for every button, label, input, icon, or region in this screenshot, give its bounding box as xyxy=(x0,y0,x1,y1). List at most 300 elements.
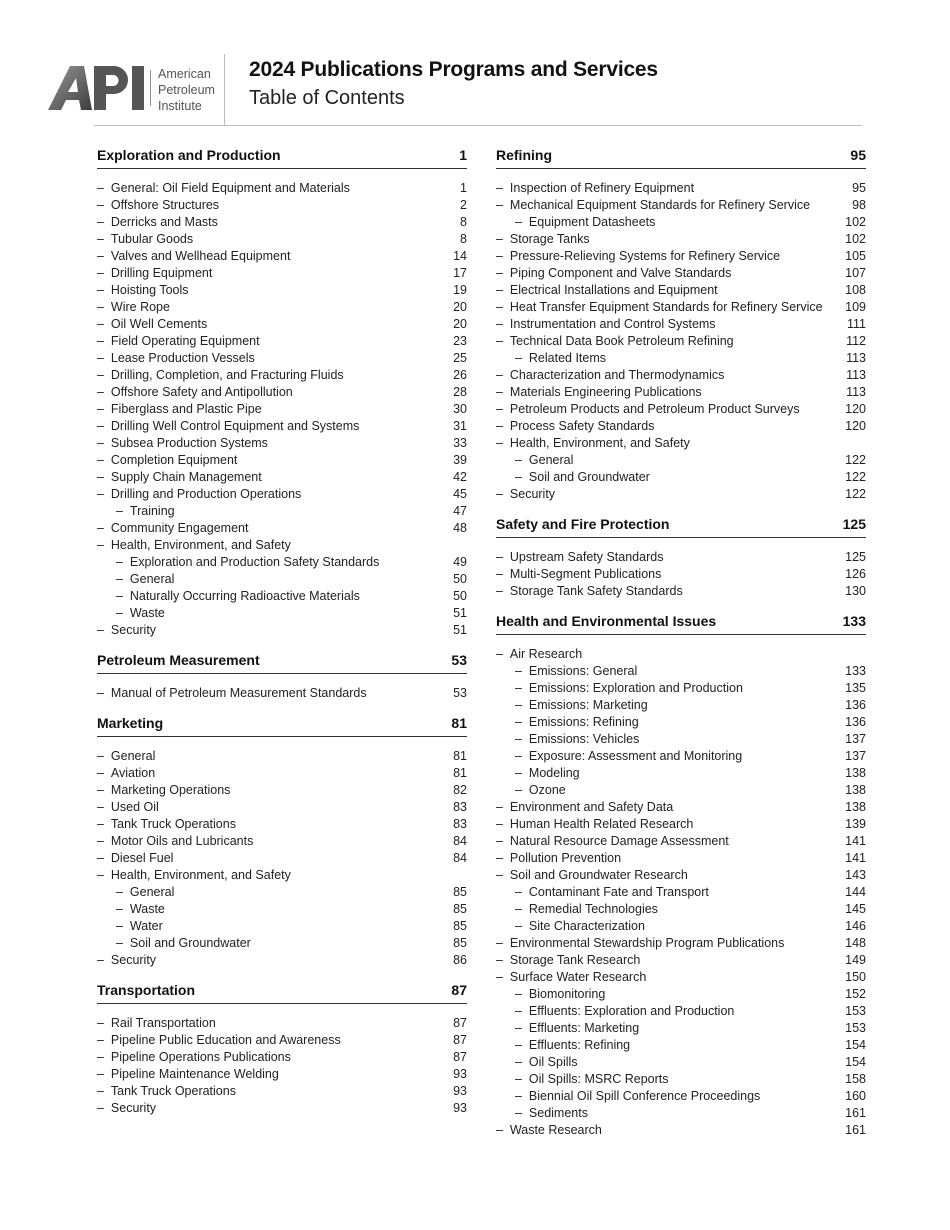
entry-page-number: 122 xyxy=(845,487,866,501)
entry-label: – Wire Rope xyxy=(97,299,170,316)
entry-label: – Community Engagement xyxy=(97,520,248,537)
toc-entry[interactable] xyxy=(97,901,467,918)
entry-label: – Tank Truck Operations xyxy=(97,816,236,833)
toc-entry[interactable] xyxy=(97,214,467,231)
entry-label: – Emissions: Vehicles xyxy=(515,731,639,748)
entry-label: – Tubular Goods xyxy=(97,231,193,248)
entry-page-number: 112 xyxy=(846,334,866,348)
toc-entry[interactable] xyxy=(496,901,866,918)
entry-label: – Completion Equipment xyxy=(97,452,237,469)
toc-entry[interactable] xyxy=(496,231,866,248)
entry-page-number: 153 xyxy=(845,1004,866,1018)
entry-label: – Aviation xyxy=(97,765,155,782)
entry-label: – Hoisting Tools xyxy=(97,282,189,299)
entry-page-number: 152 xyxy=(845,987,866,1001)
entry-page-number: 120 xyxy=(845,402,866,416)
entry-label: – Technical Data Book Petroleum Refining xyxy=(496,333,734,350)
entry-page-number: 122 xyxy=(845,453,866,467)
toc-entry[interactable] xyxy=(496,333,866,350)
toc-entry[interactable] xyxy=(97,554,467,571)
entry-label: – Air Research xyxy=(496,646,582,663)
entry-page-number: 107 xyxy=(845,266,866,280)
entry-label: – Inspection of Refinery Equipment xyxy=(496,180,694,197)
section-page-number: 95 xyxy=(850,147,866,163)
entry-label: – Effluents: Refining xyxy=(515,1037,630,1054)
org-line: Petroleum xyxy=(158,83,215,97)
entry-page-number: 148 xyxy=(845,936,866,950)
toc-entry[interactable] xyxy=(97,952,467,969)
entry-page-number: 85 xyxy=(453,902,467,916)
toc-entry[interactable] xyxy=(496,969,866,986)
toc-entry[interactable] xyxy=(496,816,866,833)
toc-entry[interactable] xyxy=(496,714,866,731)
toc-section-transportation xyxy=(97,981,467,1117)
entry-page-number: 8 xyxy=(460,215,467,229)
entry-page-number: 138 xyxy=(845,800,866,814)
entry-label: – Derricks and Masts xyxy=(97,214,218,231)
toc-entry[interactable] xyxy=(496,299,866,316)
section-heading[interactable] xyxy=(97,714,467,737)
toc-column-right xyxy=(496,146,866,1151)
entry-page-number: 98 xyxy=(852,198,866,212)
toc-entry[interactable] xyxy=(496,214,866,231)
entry-label: – General xyxy=(116,571,174,588)
entry-label: – Drilling Well Control Equipment and Systems xyxy=(97,418,359,435)
toc-entry[interactable] xyxy=(496,731,866,748)
section-title: Petroleum Measurement xyxy=(97,652,260,668)
entry-page-number: 111 xyxy=(846,317,866,331)
entry-label: – Soil and Groundwater xyxy=(515,469,650,486)
entry-label: – Health, Environment, and Safety xyxy=(97,537,291,554)
entry-page-number: 83 xyxy=(453,800,467,814)
toc-entry[interactable] xyxy=(496,680,866,697)
entry-label: – Piping Component and Valve Standards xyxy=(496,265,731,282)
entry-label: – Modeling xyxy=(515,765,580,782)
section-page-number: 87 xyxy=(451,982,467,998)
entry-label: – Subsea Production Systems xyxy=(97,435,268,452)
toc-section-marketing xyxy=(97,714,467,969)
section-title: Health and Environmental Issues xyxy=(496,613,717,629)
entry-page-number: 109 xyxy=(845,300,866,314)
section-title: Exploration and Production xyxy=(97,147,281,163)
toc-entry[interactable] xyxy=(496,748,866,765)
section-title: Safety and Fire Protection xyxy=(496,516,670,532)
entry-label: – Pressure-Relieving Systems for Refinery Service xyxy=(496,248,780,265)
toc-entry[interactable] xyxy=(496,1088,866,1105)
page-subtitle: Table of Contents xyxy=(249,87,405,109)
section-heading[interactable] xyxy=(97,146,467,169)
org-name xyxy=(158,66,215,114)
entry-page-number: 93 xyxy=(453,1084,467,1098)
entry-page-number: 135 xyxy=(845,681,866,695)
toc-section-exploration-and-production xyxy=(97,146,467,639)
entry-label: – Storage Tank Research xyxy=(496,952,640,969)
entry-page-number: 120 xyxy=(845,419,866,433)
entry-page-number: 51 xyxy=(453,623,467,637)
section-page-number: 1 xyxy=(459,147,467,163)
entry-label: – General xyxy=(116,884,174,901)
toc-entry[interactable] xyxy=(496,469,866,486)
entry-label: – Process Safety Standards xyxy=(496,418,654,435)
entry-page-number: 133 xyxy=(845,664,866,678)
entry-label: – Pipeline Maintenance Welding xyxy=(97,1066,279,1083)
toc-entry[interactable] xyxy=(97,1032,467,1049)
toc-entry[interactable] xyxy=(496,663,866,680)
toc-entry[interactable] xyxy=(97,588,467,605)
entry-page-number: 84 xyxy=(453,834,467,848)
toc-entry[interactable] xyxy=(97,520,467,537)
toc-entry[interactable] xyxy=(496,884,866,901)
page-title: 2024 Publications Programs and Services xyxy=(249,58,658,81)
org-line: Institute xyxy=(158,99,202,113)
toc-entry[interactable] xyxy=(97,316,467,333)
toc-entry[interactable] xyxy=(496,918,866,935)
entry-label: – Natural Resource Damage Assessment xyxy=(496,833,729,850)
section-title: Transportation xyxy=(97,982,196,998)
entry-page-number: 130 xyxy=(845,584,866,598)
toc-entry[interactable] xyxy=(496,1020,866,1037)
toc-entry[interactable] xyxy=(496,282,866,299)
entry-page-number: 154 xyxy=(845,1038,866,1052)
entry-label: – Lease Production Vessels xyxy=(97,350,255,367)
toc-entry[interactable] xyxy=(496,401,866,418)
toc-entry[interactable] xyxy=(496,486,866,503)
section-heading[interactable] xyxy=(97,981,467,1004)
entry-page-number: 144 xyxy=(845,885,866,899)
toc-entry[interactable] xyxy=(496,265,866,282)
entry-label: – Environment and Safety Data xyxy=(496,799,673,816)
entry-page-number: 45 xyxy=(453,487,467,501)
entry-label: – Heat Transfer Equipment Standards for Refinery Service xyxy=(496,299,823,316)
entry-page-number: 49 xyxy=(453,555,467,569)
entry-label: – General xyxy=(515,452,573,469)
toc-entry[interactable] xyxy=(496,833,866,850)
toc-entry[interactable] xyxy=(97,265,467,282)
entry-label: – Multi-Segment Publications xyxy=(496,566,661,583)
entry-page-number: 105 xyxy=(845,249,866,263)
entry-page-number: 113 xyxy=(846,351,866,365)
entry-label: – Environmental Stewardship Program Publications xyxy=(496,935,784,952)
entry-page-number: 14 xyxy=(453,249,467,263)
toc-entry[interactable] xyxy=(97,605,467,622)
toc-entry[interactable] xyxy=(496,435,866,452)
header-divider xyxy=(224,54,225,126)
entry-label: – Characterization and Thermodynamics xyxy=(496,367,724,384)
entry-label: – Offshore Structures xyxy=(97,197,219,214)
entry-label: – Storage Tank Safety Standards xyxy=(496,583,683,600)
entry-label: – Training xyxy=(116,503,175,520)
entry-page-number: 141 xyxy=(845,851,866,865)
entry-label: – Water xyxy=(116,918,163,935)
entry-label: – Naturally Occurring Radioactive Materials xyxy=(116,588,360,605)
toc-entry[interactable] xyxy=(496,583,866,600)
entry-page-number: 87 xyxy=(453,1016,467,1030)
entry-page-number: 125 xyxy=(845,550,866,564)
entry-page-number: 1 xyxy=(460,181,467,195)
toc-entry[interactable] xyxy=(496,350,866,367)
entry-page-number: 139 xyxy=(845,817,866,831)
entry-label: – Pollution Prevention xyxy=(496,850,621,867)
entry-page-number: 20 xyxy=(453,300,467,314)
toc-section-petroleum-measurement xyxy=(97,651,467,702)
entry-label: – Oil Well Cements xyxy=(97,316,207,333)
entry-label: – Ozone xyxy=(515,782,566,799)
entry-page-number: 136 xyxy=(845,715,866,729)
entry-label: – Biennial Oil Spill Conference Proceedings xyxy=(515,1088,760,1105)
org-line: American xyxy=(158,67,211,81)
toc-entry[interactable] xyxy=(496,1003,866,1020)
entry-label: – Oil Spills: MSRC Reports xyxy=(515,1071,669,1088)
entry-page-number: 26 xyxy=(453,368,467,382)
toc-entry[interactable] xyxy=(97,486,467,503)
entry-label: – Effluents: Exploration and Production xyxy=(515,1003,734,1020)
toc-entry[interactable] xyxy=(97,384,467,401)
entry-page-number: 48 xyxy=(453,521,467,535)
toc-entry[interactable] xyxy=(97,765,467,782)
toc-entry[interactable] xyxy=(97,503,467,520)
entry-label: – Emissions: Refining xyxy=(515,714,639,731)
entry-label: – Fiberglass and Plastic Pipe xyxy=(97,401,262,418)
toc-entry[interactable] xyxy=(496,765,866,782)
entry-page-number: 23 xyxy=(453,334,467,348)
toc-entry[interactable] xyxy=(496,935,866,952)
toc-entry[interactable] xyxy=(496,316,866,333)
toc-entry[interactable] xyxy=(97,452,467,469)
entry-page-number: 153 xyxy=(845,1021,866,1035)
toc-entry[interactable] xyxy=(97,197,467,214)
entry-label: – Electrical Installations and Equipment xyxy=(496,282,718,299)
entry-label: – Waste xyxy=(116,605,165,622)
entry-label: – Rail Transportation xyxy=(97,1015,216,1032)
toc-entry[interactable] xyxy=(496,180,866,197)
toc-section-safety-and-fire-protection xyxy=(496,515,866,600)
entry-label: – Soil and Groundwater Research xyxy=(496,867,688,884)
toc-entry[interactable] xyxy=(97,884,467,901)
entry-label: – Exposure: Assessment and Monitoring xyxy=(515,748,742,765)
toc-entry[interactable] xyxy=(496,952,866,969)
toc-entry[interactable] xyxy=(97,1015,467,1032)
entry-label: – Valves and Wellhead Equipment xyxy=(97,248,290,265)
entry-page-number: 83 xyxy=(453,817,467,831)
toc-entry[interactable] xyxy=(496,1105,866,1122)
entry-page-number: 51 xyxy=(453,606,467,620)
section-page-number: 53 xyxy=(451,652,467,668)
toc-entry[interactable] xyxy=(97,748,467,765)
entry-label: – Diesel Fuel xyxy=(97,850,173,867)
toc-entry[interactable] xyxy=(97,622,467,639)
header-rule xyxy=(94,125,862,126)
entry-label: – Sediments xyxy=(515,1105,588,1122)
entry-page-number: 158 xyxy=(845,1072,866,1086)
toc-entry[interactable] xyxy=(97,350,467,367)
entry-label: – Petroleum Products and Petroleum Product Surveys xyxy=(496,401,800,418)
entry-page-number: 19 xyxy=(453,283,467,297)
entry-page-number: 31 xyxy=(453,419,467,433)
entry-page-number: 145 xyxy=(845,902,866,916)
toc-entry[interactable] xyxy=(97,180,467,197)
entry-page-number: 81 xyxy=(453,766,467,780)
toc-entry[interactable] xyxy=(97,935,467,952)
entry-page-number: 85 xyxy=(453,919,467,933)
entry-label: – Offshore Safety and Antipollution xyxy=(97,384,293,401)
entry-page-number: 138 xyxy=(845,783,866,797)
section-heading[interactable] xyxy=(496,612,866,635)
toc-entry[interactable] xyxy=(97,782,467,799)
entry-page-number: 2 xyxy=(460,198,467,212)
entry-label: – Tank Truck Operations xyxy=(97,1083,236,1100)
entry-label: – Biomonitoring xyxy=(515,986,605,1003)
toc-entry[interactable] xyxy=(97,867,467,884)
section-page-number: 133 xyxy=(842,613,866,629)
toc-entry[interactable] xyxy=(496,1071,866,1088)
toc-entry[interactable] xyxy=(97,918,467,935)
entry-page-number: 39 xyxy=(453,453,467,467)
entry-label: – Related Items xyxy=(515,350,606,367)
entry-label: – Security xyxy=(97,1100,156,1117)
entry-label: – Materials Engineering Publications xyxy=(496,384,702,401)
toc-entry[interactable] xyxy=(97,435,467,452)
entry-page-number: 28 xyxy=(453,385,467,399)
entry-label: – Drilling, Completion, and Fracturing Fluids xyxy=(97,367,344,384)
entry-page-number: 20 xyxy=(453,317,467,331)
entry-label: – Marketing Operations xyxy=(97,782,230,799)
entry-page-number: 141 xyxy=(845,834,866,848)
toc-entry[interactable] xyxy=(496,782,866,799)
entry-page-number: 146 xyxy=(845,919,866,933)
toc-entry[interactable] xyxy=(97,799,467,816)
toc-entry[interactable] xyxy=(97,469,467,486)
entry-page-number: 93 xyxy=(453,1101,467,1115)
entry-page-number: 53 xyxy=(453,686,467,700)
section-page-number: 81 xyxy=(451,715,467,731)
entry-label: – Supply Chain Management xyxy=(97,469,262,486)
toc-entry[interactable] xyxy=(496,452,866,469)
entry-label: – Storage Tanks xyxy=(496,231,590,248)
toc-entry[interactable] xyxy=(496,799,866,816)
entry-label: – Pipeline Operations Publications xyxy=(97,1049,291,1066)
toc-entry[interactable] xyxy=(97,282,467,299)
entry-label: – Security xyxy=(97,622,156,639)
entry-page-number: 87 xyxy=(453,1050,467,1064)
entry-label: – Field Operating Equipment xyxy=(97,333,260,350)
toc-entry[interactable] xyxy=(496,1122,866,1139)
entry-page-number: 122 xyxy=(845,470,866,484)
toc-entry[interactable] xyxy=(496,566,866,583)
toc-entry[interactable] xyxy=(97,248,467,265)
toc-entry[interactable] xyxy=(97,850,467,867)
entry-page-number: 86 xyxy=(453,953,467,967)
section-heading[interactable] xyxy=(496,146,866,169)
entry-label: – General xyxy=(97,748,155,765)
section-page-number: 125 xyxy=(842,516,866,532)
toc-entry[interactable] xyxy=(97,1100,467,1117)
toc-entry[interactable] xyxy=(97,833,467,850)
entry-label: – Used Oil xyxy=(97,799,159,816)
entry-page-number: 85 xyxy=(453,885,467,899)
toc-entry[interactable] xyxy=(97,418,467,435)
entry-page-number: 150 xyxy=(845,970,866,984)
toc-entry[interactable] xyxy=(496,384,866,401)
toc-entry[interactable] xyxy=(97,333,467,350)
entry-page-number: 30 xyxy=(453,402,467,416)
section-heading[interactable] xyxy=(496,515,866,538)
entry-label: – Health, Environment, and Safety xyxy=(496,435,690,452)
toc-entry[interactable] xyxy=(496,1054,866,1071)
entry-page-number: 113 xyxy=(846,368,866,382)
entry-label: – Waste xyxy=(116,901,165,918)
toc-entry[interactable] xyxy=(496,850,866,867)
entry-label: – Effluents: Marketing xyxy=(515,1020,639,1037)
page-header xyxy=(0,0,950,130)
toc-entry[interactable] xyxy=(97,401,467,418)
entry-label: – Drilling Equipment xyxy=(97,265,212,282)
toc-entry[interactable] xyxy=(496,986,866,1003)
entry-page-number: 161 xyxy=(845,1123,866,1137)
toc-entry[interactable] xyxy=(496,549,866,566)
entry-page-number: 95 xyxy=(852,181,866,195)
entry-page-number: 108 xyxy=(845,283,866,297)
entry-page-number: 136 xyxy=(845,698,866,712)
toc-entry[interactable] xyxy=(97,1066,467,1083)
toc-entry[interactable] xyxy=(496,418,866,435)
toc-entry[interactable] xyxy=(496,1037,866,1054)
entry-page-number: 143 xyxy=(845,868,866,882)
entry-page-number: 84 xyxy=(453,851,467,865)
entry-page-number: 81 xyxy=(453,749,467,763)
entry-page-number: 85 xyxy=(453,936,467,950)
toc-entry[interactable] xyxy=(97,367,467,384)
toc-entry[interactable] xyxy=(97,571,467,588)
entry-page-number: 8 xyxy=(460,232,467,246)
entry-label: – Exploration and Production Safety Standards xyxy=(116,554,379,571)
entry-label: – Upstream Safety Standards xyxy=(496,549,663,566)
entry-label: – Site Characterization xyxy=(515,918,645,935)
toc-entry[interactable] xyxy=(496,367,866,384)
entry-label: – Manual of Petroleum Measurement Standards xyxy=(97,685,367,702)
entry-page-number: 25 xyxy=(453,351,467,365)
entry-label: – Remedial Technologies xyxy=(515,901,658,918)
toc-column-left xyxy=(97,146,467,1129)
entry-page-number: 137 xyxy=(845,749,866,763)
entry-label: – Surface Water Research xyxy=(496,969,646,986)
entry-label: – Security xyxy=(496,486,555,503)
entry-page-number: 102 xyxy=(845,232,866,246)
entry-page-number: 50 xyxy=(453,572,467,586)
toc-entry[interactable] xyxy=(97,1083,467,1100)
toc-entry[interactable] xyxy=(496,697,866,714)
entry-label: – Mechanical Equipment Standards for Refinery Service xyxy=(496,197,810,214)
toc-entry[interactable] xyxy=(496,248,866,265)
entry-label: – Health, Environment, and Safety xyxy=(97,867,291,884)
entry-page-number: 154 xyxy=(845,1055,866,1069)
toc-entry[interactable] xyxy=(496,197,866,214)
entry-label: – Emissions: Exploration and Production xyxy=(515,680,743,697)
toc-entry[interactable] xyxy=(97,1049,467,1066)
toc-entry[interactable] xyxy=(496,867,866,884)
entry-label: – Pipeline Public Education and Awareness xyxy=(97,1032,341,1049)
toc-entry[interactable] xyxy=(496,646,866,663)
entry-label: – General: Oil Field Equipment and Materials xyxy=(97,180,350,197)
entry-page-number: 113 xyxy=(846,385,866,399)
toc-entry[interactable] xyxy=(97,299,467,316)
toc-entry[interactable] xyxy=(97,816,467,833)
toc-entry[interactable] xyxy=(97,537,467,554)
entry-page-number: 17 xyxy=(453,266,467,280)
toc-entry[interactable] xyxy=(97,231,467,248)
toc-entry[interactable] xyxy=(97,685,467,702)
section-title: Refining xyxy=(496,147,552,163)
section-heading[interactable] xyxy=(97,651,467,674)
